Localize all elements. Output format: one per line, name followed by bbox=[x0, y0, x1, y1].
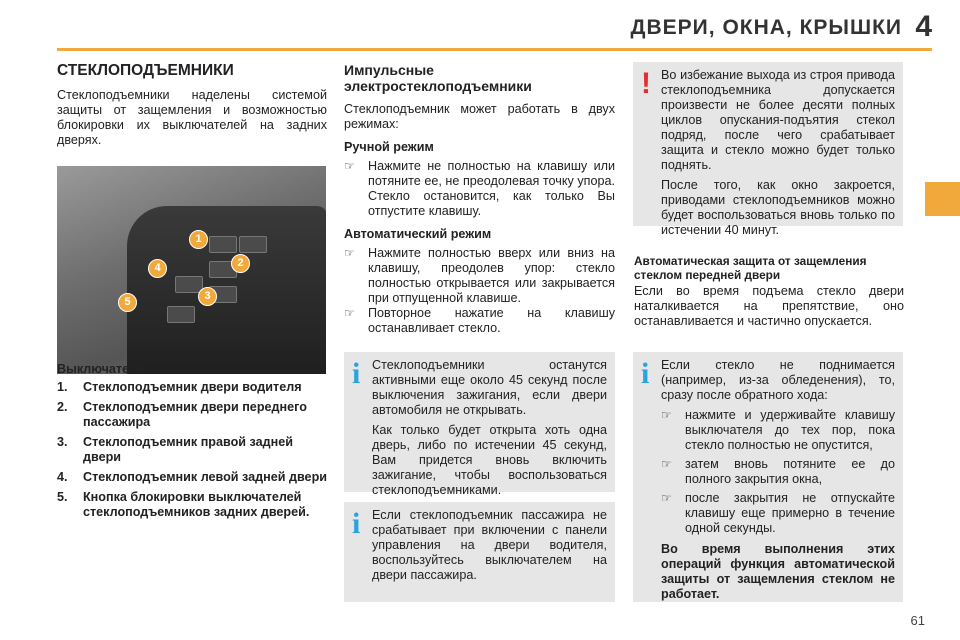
section-intro: Стеклоподъемники наделены системой защиты от защемления и возможностью блокировки их выключателей на задних дверях. bbox=[57, 88, 327, 147]
info-text: Стеклоподъемники останутся активными еще около 45 секунд после выключения зажигания, если двери автомобиля не открывать. bbox=[372, 358, 607, 417]
info-box-content bbox=[372, 508, 607, 588]
switch-5 bbox=[167, 306, 195, 323]
auto-mode-title: Автоматический режим bbox=[344, 227, 492, 241]
callout-badge-1: 1 bbox=[189, 230, 208, 249]
item-text: Стеклоподъемник правой задней двери bbox=[83, 435, 293, 464]
pulse-title bbox=[344, 62, 532, 94]
info-box-ice bbox=[633, 352, 903, 602]
chapter-tab-marker bbox=[925, 182, 960, 216]
callout-badge-4: 4 bbox=[148, 259, 167, 278]
bullet-text: Нажмите полностью вверх или вниз на клавишу, преодолев упор: стекло полностью открывается или закрывается при отпущенной клавише. bbox=[368, 246, 615, 305]
bullet-text: Повторное нажатие на клавишу останавливает стекло. bbox=[368, 306, 615, 335]
chapter-title: ДВЕРИ, ОКНА, КРЫШКИ bbox=[630, 16, 902, 39]
page-number: 61 bbox=[910, 613, 925, 628]
pulse-title-line2: электростеклоподъемники bbox=[344, 78, 532, 94]
list-item bbox=[661, 457, 895, 487]
list-item bbox=[57, 400, 327, 430]
switches-title: Выключатели bbox=[57, 362, 145, 376]
item-number: 2. bbox=[57, 400, 68, 414]
info-text: Как только будет открыта хоть одна дверь, либо по истечении 45 секунд, Вам придется вновь включить зажигание, чтобы воспользоваться стеклоподъемниками. bbox=[372, 423, 607, 497]
info-box-passenger bbox=[344, 502, 615, 602]
manual-mode-title: Ручной режим bbox=[344, 140, 434, 154]
callout-badge-2: 2 bbox=[231, 254, 250, 273]
item-text: Стеклоподъемник двери водителя bbox=[83, 380, 302, 394]
list-item bbox=[344, 306, 615, 336]
item-text: Кнопка блокировки выключателей стеклоподъемников задних дверей. bbox=[83, 490, 310, 519]
bullet-text: затем вновь потяните ее до полного закрытия окна, bbox=[685, 457, 895, 486]
bullet-text: Нажмите не полностью на клавишу или потяните ее, не преодолевая точку упора. Стекло остановится, как только Вы отпустите клавишу. bbox=[368, 159, 615, 218]
item-text: Стеклоподъемник двери переднего пассажира bbox=[83, 400, 307, 429]
item-number: 3. bbox=[57, 435, 68, 449]
list-item bbox=[661, 491, 895, 536]
info-icon: i bbox=[352, 507, 361, 540]
window-switch-photo bbox=[57, 166, 326, 374]
pointer-icon: ☞ bbox=[344, 306, 355, 320]
item-number: 4. bbox=[57, 470, 68, 484]
pointer-icon: ☞ bbox=[344, 246, 355, 260]
switch-1 bbox=[209, 236, 237, 253]
item-number: 5. bbox=[57, 490, 68, 504]
info-text: Если стеклоподъемник пассажира не срабатывает при включении с панели управления на двери водителя, воспользуйтесь выключателем на двери пассажира. bbox=[372, 508, 607, 582]
list-item bbox=[344, 246, 615, 306]
warning-box-content bbox=[661, 68, 895, 243]
list-item bbox=[57, 490, 327, 520]
info-text: Если стекло не поднимается (например, из-за обледенения), то, сразу после обратного хода: bbox=[661, 358, 895, 402]
list-item bbox=[57, 470, 327, 485]
list-item bbox=[661, 408, 895, 453]
antipinch-title: Автоматическая защита от защемления стеклом передней двери bbox=[634, 254, 867, 282]
info-bold-text: Во время выполнения этих операций функция автоматической защиты от защемления стеклом не работает. bbox=[661, 542, 895, 601]
item-text: Стеклоподъемник левой задней двери bbox=[83, 470, 327, 484]
pulse-body bbox=[344, 102, 615, 336]
bullet-text: нажмите и удерживайте клавишу выключателя до тех пор, пока стекло полностью не опустится, bbox=[685, 408, 895, 452]
info-icon: i bbox=[352, 357, 361, 390]
header-divider bbox=[57, 48, 932, 51]
switch-panel bbox=[127, 206, 326, 374]
list-item bbox=[57, 435, 327, 465]
pointer-icon: ☞ bbox=[344, 159, 355, 173]
chapter-number: 4 bbox=[915, 10, 932, 43]
section-title: СТЕКЛОПОДЪЕМНИКИ bbox=[57, 62, 234, 79]
info-box-active-time bbox=[344, 352, 615, 497]
info-icon: i bbox=[641, 357, 650, 390]
pointer-icon: ☞ bbox=[661, 457, 672, 471]
pointer-icon: ☞ bbox=[661, 491, 672, 505]
warning-icon: ! bbox=[641, 67, 651, 100]
pulse-title-line1: Импульсные bbox=[344, 62, 434, 78]
mirror-switch bbox=[239, 236, 267, 253]
switches-list bbox=[57, 380, 327, 525]
callout-badge-5: 5 bbox=[118, 293, 137, 312]
item-number: 1. bbox=[57, 380, 68, 394]
list-item bbox=[57, 380, 327, 395]
antipinch-text: Если во время подъема стекло двери наталкивается на препятствие, оно останавливается и частично опускается. bbox=[634, 284, 904, 328]
info-box-content bbox=[661, 358, 895, 607]
warning-box bbox=[633, 62, 903, 237]
warning-text: После того, как окно закроется, приводами стеклоподъемников можно будет воспользоваться вновь только по истечении 40 минут. bbox=[661, 178, 895, 237]
pulse-intro: Стеклоподъемник может работать в двух режимах: bbox=[344, 102, 615, 131]
warning-text: Во избежание выхода из строя привода стеклоподъемника допускается произвести не более десяти полных циклов опускания-подъятия стекол подряд, после чего срабатывает защита и стекло можно будет только поднять. bbox=[661, 68, 895, 172]
list-item bbox=[344, 159, 615, 219]
bullet-text: после закрытия не отпускайте клавишу еще примерно в течение одной секунды. bbox=[685, 491, 895, 535]
callout-badge-3: 3 bbox=[198, 287, 217, 306]
pointer-icon: ☞ bbox=[661, 408, 672, 422]
info-box-content bbox=[372, 358, 607, 503]
